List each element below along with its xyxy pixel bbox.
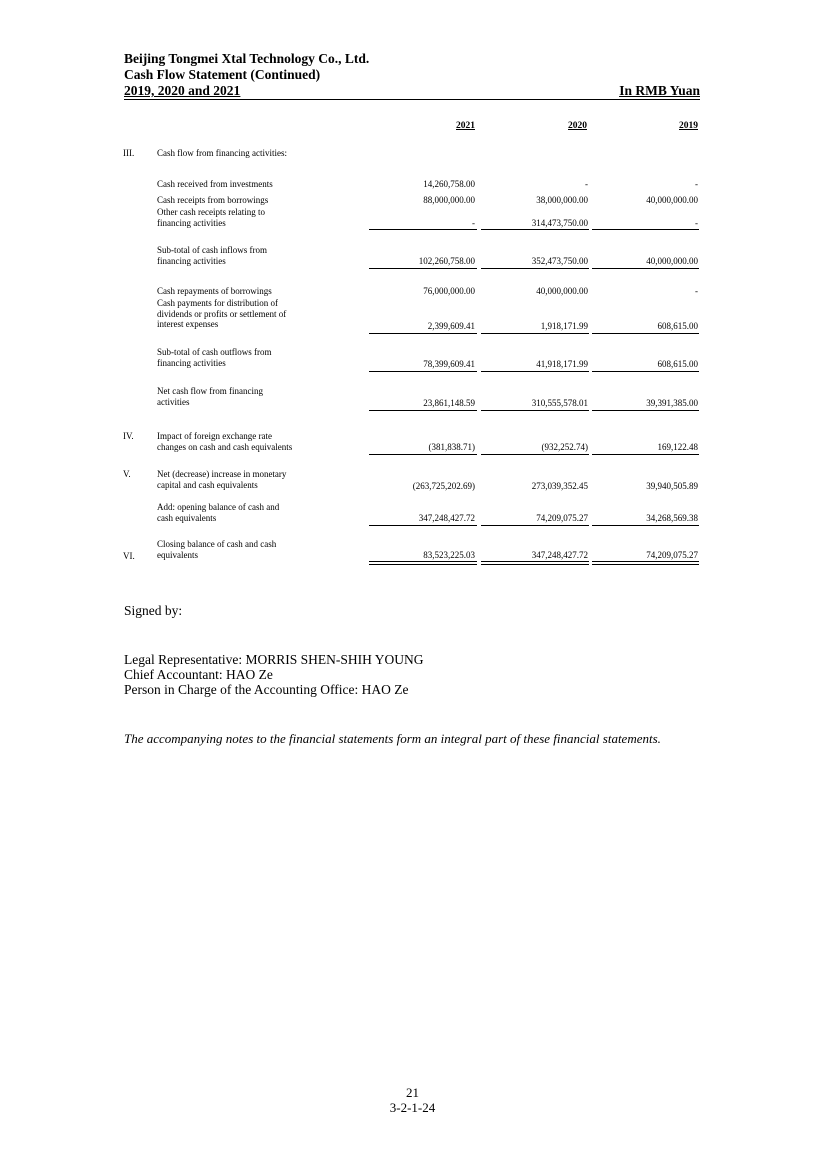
row-label: Cash received from investments bbox=[157, 179, 273, 189]
underline bbox=[369, 268, 477, 269]
period-line bbox=[124, 83, 700, 100]
section-number: V. bbox=[123, 469, 131, 479]
row-label-line: equivalents bbox=[157, 549, 198, 560]
currency: In RMB Yuan bbox=[619, 83, 700, 98]
cell-2020: 347,248,427.72 bbox=[531, 550, 588, 560]
footnote: The accompanying notes to the financial statements form an integral part of these financial statements. bbox=[124, 731, 661, 746]
cell-2021: 78,399,609.41 bbox=[423, 359, 475, 369]
row-label bbox=[157, 298, 337, 330]
cell-2019: 34,268,569.38 bbox=[646, 513, 698, 523]
underline bbox=[481, 525, 589, 526]
period: 2019, 2020 and 2021 bbox=[124, 83, 241, 98]
row-label bbox=[157, 207, 337, 228]
row-label bbox=[157, 431, 337, 452]
underline bbox=[369, 229, 477, 230]
page-number: 21 bbox=[406, 1085, 419, 1100]
legal-representative: Legal Representative: MORRIS SHEN-SHIH YOUNG bbox=[124, 652, 424, 667]
accounting-office-head: Person in Charge of the Accounting Office: HAO Ze bbox=[124, 682, 409, 697]
cell-2020: 38,000,000.00 bbox=[536, 195, 588, 205]
cell-2021: 76,000,000.00 bbox=[423, 286, 475, 296]
row-label-line: financing activities bbox=[157, 357, 226, 368]
row-label: Cash repayments of borrowings bbox=[157, 286, 272, 296]
row-label-line: financing activities bbox=[157, 255, 226, 266]
row-label-line: Net cash flow from financing bbox=[157, 386, 263, 396]
cell-2019: 74,209,075.27 bbox=[646, 550, 698, 560]
cell-2021: 2,399,609.41 bbox=[427, 321, 475, 331]
row-label-line: cash equivalents bbox=[157, 512, 217, 523]
underline bbox=[369, 454, 477, 455]
underline bbox=[592, 525, 699, 526]
row-label-line: Other cash receipts relating to bbox=[157, 207, 265, 217]
underline bbox=[592, 333, 699, 334]
row-label-line: Cash payments for distribution of bbox=[157, 298, 278, 308]
cell-2020: (932,252.74) bbox=[541, 442, 588, 452]
cell-2021: 14,260,758.00 bbox=[423, 179, 475, 189]
row-label-line: Net (decrease) increase in monetary bbox=[157, 469, 287, 479]
cell-2020: 41,918,171.99 bbox=[536, 359, 588, 369]
cell-2020: - bbox=[585, 179, 588, 189]
column-header-2021: 2021 bbox=[456, 121, 475, 131]
row-label-line: Sub-total of cash inflows from bbox=[157, 245, 267, 255]
underline bbox=[481, 229, 589, 230]
cell-2021: 83,523,225.03 bbox=[423, 550, 475, 560]
document-header bbox=[124, 51, 700, 100]
underline bbox=[481, 454, 589, 455]
underline bbox=[481, 268, 589, 269]
cell-2019: - bbox=[695, 179, 698, 189]
row-label bbox=[157, 469, 337, 490]
row-label-line: dividends or profits or settlement of bbox=[157, 308, 287, 319]
row-label bbox=[157, 502, 337, 523]
section-number: VI. bbox=[123, 551, 135, 561]
cell-2021: (263,725,202.69) bbox=[412, 481, 475, 491]
cell-2019: 169,122.48 bbox=[657, 442, 698, 452]
underline bbox=[592, 371, 699, 372]
double-underline bbox=[369, 561, 477, 565]
cell-2020: 352,473,750.00 bbox=[531, 256, 588, 266]
chief-accountant: Chief Accountant: HAO Ze bbox=[124, 667, 273, 682]
underline bbox=[369, 333, 477, 334]
row-label-line: financing activities bbox=[157, 217, 226, 228]
cell-2020: 273,039,352.45 bbox=[531, 481, 588, 491]
cell-2019: 40,000,000.00 bbox=[646, 195, 698, 205]
cell-2021: - bbox=[472, 218, 475, 228]
underline bbox=[369, 525, 477, 526]
row-label-line: Closing balance of cash and cash bbox=[157, 539, 277, 549]
statement-title: Cash Flow Statement (Continued) bbox=[124, 67, 321, 82]
cell-2019: 608,615.00 bbox=[657, 321, 698, 331]
section-title: Cash flow from financing activities: bbox=[157, 148, 287, 158]
cell-2021: 23,861,148.59 bbox=[423, 398, 475, 408]
cell-2020: 74,209,075.27 bbox=[536, 513, 588, 523]
underline bbox=[592, 410, 699, 411]
cell-2019: - bbox=[695, 286, 698, 296]
underline bbox=[369, 410, 477, 411]
underline bbox=[481, 410, 589, 411]
section-number: IV. bbox=[123, 431, 134, 441]
cell-2020: 1,918,171.99 bbox=[540, 321, 588, 331]
row-label-line: interest expenses bbox=[157, 319, 219, 329]
double-underline bbox=[481, 561, 589, 565]
row-label: Cash receipts from borrowings bbox=[157, 195, 269, 205]
cell-2021: (381,838.71) bbox=[428, 442, 475, 452]
double-underline bbox=[592, 561, 699, 565]
row-label-line: Add: opening balance of cash and bbox=[157, 502, 280, 512]
row-label bbox=[157, 347, 337, 368]
signed-by-label: Signed by: bbox=[124, 603, 183, 618]
row-label-line: changes on cash and cash equivalents bbox=[157, 441, 293, 452]
column-header-2019: 2019 bbox=[679, 121, 698, 131]
row-label bbox=[157, 386, 337, 407]
cell-2019: 39,391,385.00 bbox=[646, 398, 698, 408]
cell-2020: 310,555,578.01 bbox=[531, 398, 588, 408]
cell-2020: 40,000,000.00 bbox=[536, 286, 588, 296]
row-label-line: capital and cash equivalents bbox=[157, 479, 258, 490]
cell-2021: 88,000,000.00 bbox=[423, 195, 475, 205]
underline bbox=[481, 371, 589, 372]
cell-2019: 40,000,000.00 bbox=[646, 256, 698, 266]
cell-2020: 314,473,750.00 bbox=[531, 218, 588, 228]
section-number: III. bbox=[123, 148, 135, 158]
underline bbox=[592, 268, 699, 269]
page-code: 3-2-1-24 bbox=[389, 1100, 436, 1115]
underline bbox=[592, 229, 699, 230]
row-label-line: Impact of foreign exchange rate bbox=[157, 431, 272, 441]
row-label-line: Sub-total of cash outflows from bbox=[157, 347, 272, 357]
underline bbox=[592, 454, 699, 455]
cell-2019: 39,940,505.89 bbox=[646, 481, 698, 491]
row-label bbox=[157, 539, 337, 560]
cell-2019: 608,615.00 bbox=[657, 359, 698, 369]
row-label-line: activities bbox=[157, 396, 190, 407]
underline bbox=[369, 371, 477, 372]
underline bbox=[481, 333, 589, 334]
column-header-2020: 2020 bbox=[568, 121, 587, 131]
cell-2021: 347,248,427.72 bbox=[418, 513, 475, 523]
company-name: Beijing Tongmei Xtal Technology Co., Ltd. bbox=[124, 51, 370, 66]
row-label bbox=[157, 245, 337, 266]
cell-2019: - bbox=[695, 218, 698, 228]
cell-2021: 102,260,758.00 bbox=[418, 256, 475, 266]
